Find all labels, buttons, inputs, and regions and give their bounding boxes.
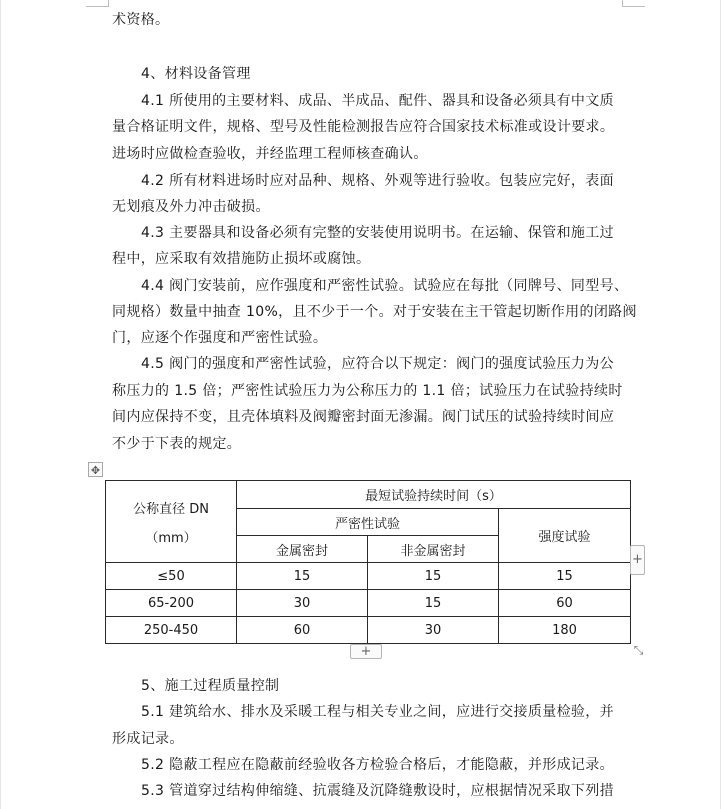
table-cell-strength[interactable]: 60 (499, 590, 631, 617)
paragraph-line: 4.5 阀门的强度和严密性试验，应符合以下规定：阀门的强度试验压力为公 (141, 356, 614, 372)
paragraph-line: 5.2 隐蔽工程应在隐蔽前经验收各方检验合格后，才能隐蔽，并形成记录。 (141, 757, 614, 773)
page-corner-mark-left (86, 0, 109, 7)
paragraph-line: 4.2 所有材料进场时应对品种、规格、外观等进行验收。包装应完好，表面 (141, 173, 614, 189)
paragraph-line: 5.1 建筑给水、排水及采暖工程与相关专业之间，应进行交接质量检验，并 (141, 704, 614, 720)
paragraph-line: 称压力的 1.5 倍；严密性试验压力为公称压力的 1.1 倍；试验压力在试验持续时 (112, 383, 623, 399)
section-heading-materials: 4、材料设备管理 (141, 66, 251, 82)
table-header-duration[interactable]: 最短试验持续时间（s） (237, 481, 631, 509)
paragraph-line: 4.4 阀门安装前，应作强度和严密性试验。试验应在每批（同牌号、同型号、 (141, 278, 629, 294)
add-column-button[interactable]: + (630, 545, 645, 575)
table-row (106, 590, 631, 617)
table-resize-icon[interactable]: ⤡ (633, 643, 644, 657)
paragraph-line: 进场时应做检查验收，并经监理工程师核查确认。 (112, 146, 428, 162)
table-cell-metal[interactable]: 15 (237, 563, 368, 590)
paragraph-line: 门，应逐个作强度和严密性试验。 (112, 330, 328, 346)
paragraph-line: 同规格）数量中抽查 10%，且不少于一个。对于安装在主干管起切断作用的闭路阀 (112, 304, 637, 320)
section-heading-construction: 5、施工过程质量控制 (141, 678, 280, 694)
table-cell-strength[interactable]: 180 (499, 617, 631, 644)
table-cell-metal[interactable]: 60 (237, 617, 368, 644)
paragraph-line: 4.1 所使用的主要材料、成品、半成品、配件、器具和设备必须具有中文质 (141, 93, 614, 109)
page-corner-mark-right (622, 0, 645, 7)
paragraph-line: 不少于下表的规定。 (112, 436, 242, 452)
paragraph-line: 量合格证明文件，规格、型号及性能检测报告应符合国家技术标准或设计要求。 (112, 119, 615, 135)
paragraph-line: 间内应保持不变，且壳体填料及阀瓣密封面无渗漏。阀门试压的试验持续时间应 (112, 409, 615, 425)
table-cell-nonmetal[interactable]: 15 (368, 563, 499, 590)
table-header-dn-unit: （mm） (145, 530, 197, 546)
table-cell-strength[interactable]: 15 (499, 563, 631, 590)
table-header-metal-seal[interactable]: 金属密封 (237, 536, 368, 563)
paragraph-line: 术资格。 (112, 12, 170, 28)
table-header-dn[interactable] (106, 481, 237, 563)
table-header-dn-label: 公称直径 DN (133, 501, 209, 517)
paragraph-line: 5.3 管道穿过结构伸缩缝、抗震缝及沉降缝敷设时，应根据情况采取下列措 (141, 783, 614, 799)
table-cell-nonmetal[interactable]: 30 (368, 617, 499, 644)
paragraph-line: 无划痕及外力冲击破损。 (112, 199, 270, 215)
table-cell-dn[interactable]: 250-450 (106, 617, 237, 644)
paragraph-line: 形成记录。 (112, 731, 184, 747)
table-header-strength[interactable]: 强度试验 (499, 509, 631, 563)
table-header-nonmetal-seal[interactable]: 非金属密封 (368, 536, 499, 563)
valve-test-duration-table (105, 480, 631, 644)
table-cell-nonmetal[interactable]: 15 (368, 590, 499, 617)
table-cell-dn[interactable]: 65-200 (106, 590, 237, 617)
table-row (106, 563, 631, 590)
table-move-handle-icon[interactable]: ✥ (88, 462, 103, 477)
add-row-button[interactable]: + (350, 644, 382, 659)
table-row (106, 617, 631, 644)
table-header-tightness[interactable]: 严密性试验 (237, 509, 499, 536)
table-cell-metal[interactable]: 30 (237, 590, 368, 617)
paragraph-line: 程中，应采取有效措施防止损坏或腐蚀。 (112, 251, 371, 267)
table-cell-dn[interactable]: ≤50 (106, 563, 237, 590)
paragraph-line: 4.3 主要器具和设备必须有完整的安装使用说明书。在运输、保管和施工过 (141, 225, 614, 241)
